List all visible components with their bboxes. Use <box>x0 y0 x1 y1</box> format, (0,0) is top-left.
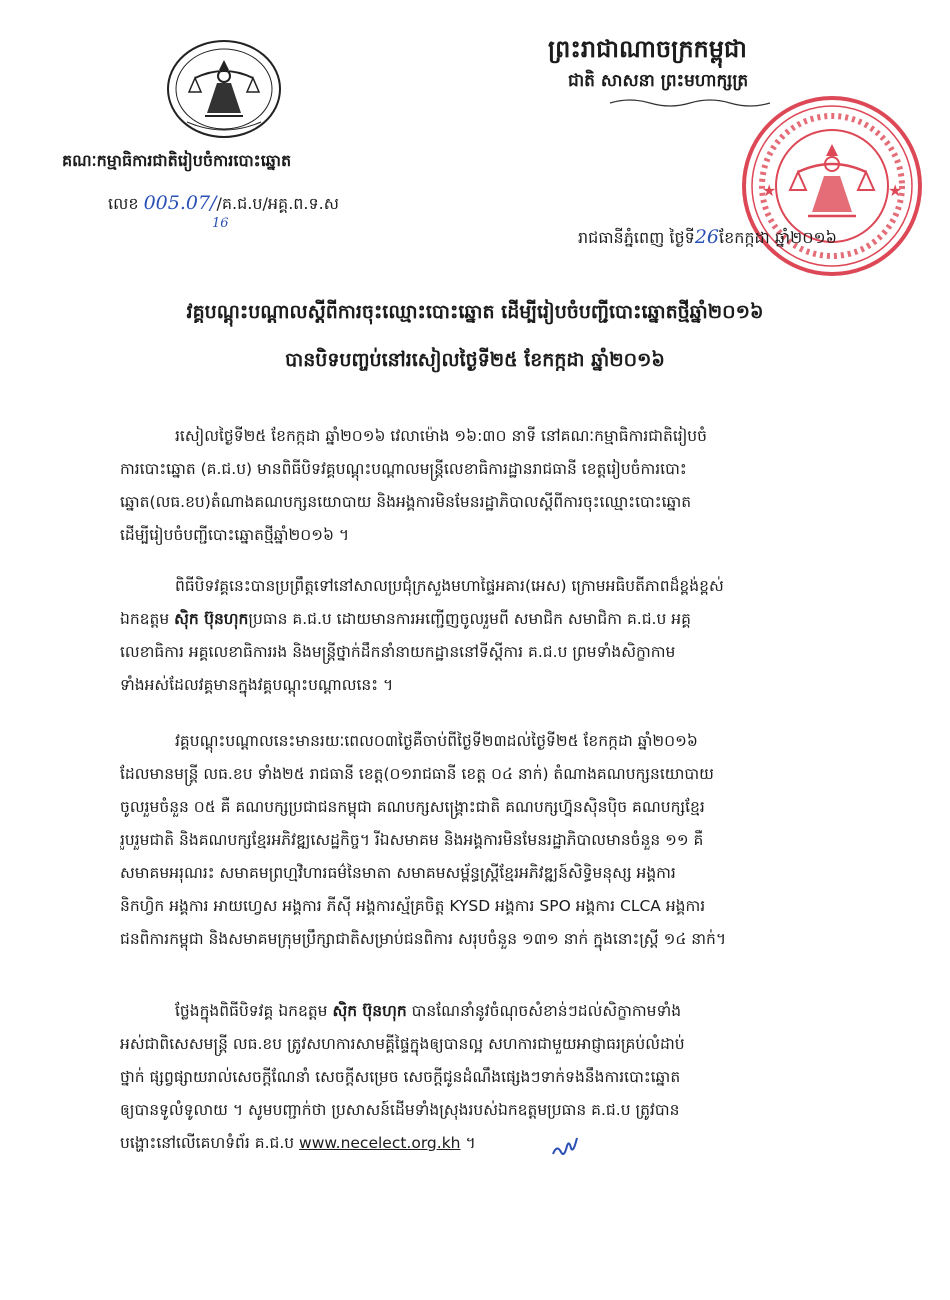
paragraph-line: សមាគមអរុណរះ សមាគមព្រហ្មវិហារធម៌នៃមាតា សមាគមសម្ព័ន្ធស្ត្រីខ្មែរអភិវឌ្ឍន៍សិទ្ធិមនុស្ស អង្គការ <box>120 864 676 882</box>
paragraph-line: ចូលរួមចំនួន ០៥ គឺ គណបក្សប្រជាជនកម្ពុជា គណបក្សសង្គ្រោះជាតិ គណបក្សហ្វ៊ុនស៊ិនប៉ិច គណបក្សខ្មែរ <box>120 798 705 816</box>
date-handwritten-day: 26 <box>694 226 719 248</box>
svg-text:★: ★ <box>888 181 903 200</box>
svg-text:★: ★ <box>762 181 777 200</box>
paragraph-line <box>120 995 910 1028</box>
date-prefix: រាជធានីភ្នំពេញ ថ្ងៃទី <box>578 228 695 247</box>
paragraph-line: រួបរួមជាតិ និងគណបក្សខ្មែរអភិវឌ្ឍសេដ្ឋកិច្ច។ រីឯសមាគម និងអង្គការមិនមែនរដ្ឋាភិបាលមានចំនួន ១១ គឺ <box>120 831 704 849</box>
paragraph-line: ដែលមានមន្ត្រី លធ.ខប ទាំង២៥ រាជធានី ខេត្ត(០១រាជធានី ខេត្ត ០៤ នាក់) តំណាងគណបក្សនយោបាយ <box>120 765 714 783</box>
initials-signature-icon <box>550 1136 580 1160</box>
paragraph-2 <box>120 570 910 702</box>
text-run: បង្ហោះនៅលើគេហទំព័រ គ.ជ.ប <box>120 1134 300 1152</box>
paragraph-line: ឆ្នោត(លធ.ខប)តំណាងគណបក្សនយោបាយ និងអង្គការមិនមែនរដ្ឋាភិបាលស្តីពីការចុះឈ្មោះបោះឆ្នោត <box>120 493 692 511</box>
ref-suffix: /គ.ជ.ប/អគ្គ.ព.ទ.ស <box>216 194 339 213</box>
ref-prefix: លេខ <box>108 194 139 213</box>
nec-emblem-logo <box>165 38 283 140</box>
official-name: ស៊ិក ប៊ុនហុក <box>332 1002 407 1020</box>
paragraph-line: ជនពិការកម្ពុជា និងសមាគមក្រុមប្រឹក្សាជាតិសម្រាប់ជនពិការ សរុបចំនួន ១៣១ នាក់ ក្នុងនោះស្ត្រី ១៤ នាក់។ <box>120 930 727 948</box>
ref-handwritten-sub: 16 <box>212 216 229 231</box>
kingdom-heading: ព្រះរាជាណាចក្រកម្ពុជា <box>548 35 747 63</box>
text-run: ។ <box>460 1134 476 1152</box>
paragraph-line: លេខាធិការ អគ្គលេខាធិការរង និងមន្ត្រីថ្នាក់ដឹកនាំនាយកដ្ឋាននៅទីស្តីការ គ.ជ.ប ព្រមទាំងសិក្ខាកាម <box>120 643 676 661</box>
text-run: បានណែនាំនូវចំណុចសំខាន់ៗដល់សិក្ខាកាមទាំង <box>406 1002 682 1020</box>
website-link[interactable]: www.necelect.org.kh <box>299 1134 461 1152</box>
official-stamp-icon <box>738 92 926 280</box>
paragraph-line: និកហ្វិក អង្គការ អាយហ្វេស អង្គការ ភីស៊ី អង្គការស្ម័គ្រចិត្ត KYSD អង្គការ SPO អង្គការ CLCA អង្គការ <box>120 897 706 915</box>
document-title-line-1: វគ្គបណ្តុះបណ្តាលស្តីពីការចុះឈ្មោះបោះឆ្នោត ដើម្បីរៀបចំបញ្ជីបោះឆ្នោតថ្មីឆ្នាំ២០១៦ <box>186 301 764 323</box>
document-title-line-2: បានបិទបញ្ចប់នៅរសៀលថ្ងៃទី២៥ ខែកក្កដា ឆ្នាំ២០១៦ <box>285 349 665 371</box>
reference-number <box>108 192 339 231</box>
paragraph-line: រសៀលថ្ងៃទី២៥ ខែកក្កដា ឆ្នាំ២០១៦ វេលាម៉ោង ១៦:៣០ នាទី នៅគណៈកម្មាធិការជាតិរៀបចំ <box>175 427 707 445</box>
committee-name: គណៈកម្មាធិការជាតិរៀបចំការបោះឆ្នោត <box>62 151 292 170</box>
official-name: ស៊ិក ប៊ុនហុក <box>174 610 249 628</box>
paragraph-line: អស់ជាពិសេសមន្ត្រី លធ.ខប ត្រូវសហការសាមគ្គីផ្ទៃក្នុងឲ្យបានល្អ សហការជាមួយអាជ្ញាធរគ្រប់លំដាប់ <box>120 1035 685 1053</box>
paragraph-line: ថ្នាក់ ផ្សព្វផ្សាយរាល់សេចក្តីណែនាំ សេចក្តីសម្រេច សេចក្តីជូនដំណឹងផ្សេងៗទាក់ទងនឹងការបោះឆ្នោត <box>120 1068 681 1086</box>
date-suffix: ខែកក្កដា ឆ្នាំ២០១៦ <box>719 228 837 247</box>
paragraph-line: ពិធីបិទវគ្គនេះបានប្រព្រឹត្តទៅនៅសាលប្រជុំក្រសួងមហាផ្ទៃអគារ(អេស) ក្រោមអធិបតីភាពដ៏ខ្ពង់ខ្ពស់ <box>175 577 724 595</box>
paragraph-line <box>120 603 910 636</box>
paragraph-line: ដើម្បីរៀបចំបញ្ជីបោះឆ្នោតថ្មីឆ្នាំ២០១៦ ។ <box>120 526 350 544</box>
paragraph-1 <box>120 420 910 552</box>
paragraph-line <box>120 1127 910 1160</box>
paragraph-4 <box>120 995 910 1160</box>
text-run: ថ្លែងក្នុងពិធីបិទវគ្គ ឯកឧត្តម <box>175 1002 333 1020</box>
national-motto: ជាតិ សាសនា ព្រះមហាក្សត្រ <box>568 71 749 91</box>
paragraph-line: ទាំងអស់ដែលវគ្គមានក្នុងវគ្គបណ្តុះបណ្តាលនេះ ។ <box>120 676 394 694</box>
document-date <box>578 226 837 251</box>
paragraph-line: ឲ្យបានទូលំទូលាយ ។ សូមបញ្ជាក់ថា ប្រសាសន៍ដើមទាំងស្រុងរបស់ឯកឧត្តមប្រធាន គ.ជ.ប ត្រូវបាន <box>120 1101 680 1119</box>
paragraph-3 <box>120 725 910 956</box>
paragraph-line: វគ្គបណ្តុះបណ្តាលនេះមានរយៈពេល០៣ថ្ងៃគឺចាប់ពីថ្ងៃទី២៣ដល់ថ្ងៃទី២៥ ខែកក្កដា ឆ្នាំ២០១៦ <box>175 732 698 750</box>
ref-handwritten-number: 005.07/ <box>143 192 217 214</box>
paragraph-line: ការបោះឆ្នោត (គ.ជ.ប) មានពិធីបិទវគ្គបណ្តុះបណ្តាលមន្ត្រីលេខាធិការដ្ឋានរាជធានី ខេត្តរៀបចំការបោះ <box>120 460 687 478</box>
text-run: ឯកឧត្តម <box>120 610 175 628</box>
text-run: ប្រធាន គ.ជ.ប ដោយមានការអញ្ជើញចូលរួមពី សមាជិក សមាជិកា គ.ជ.ប អគ្គ <box>248 610 691 628</box>
